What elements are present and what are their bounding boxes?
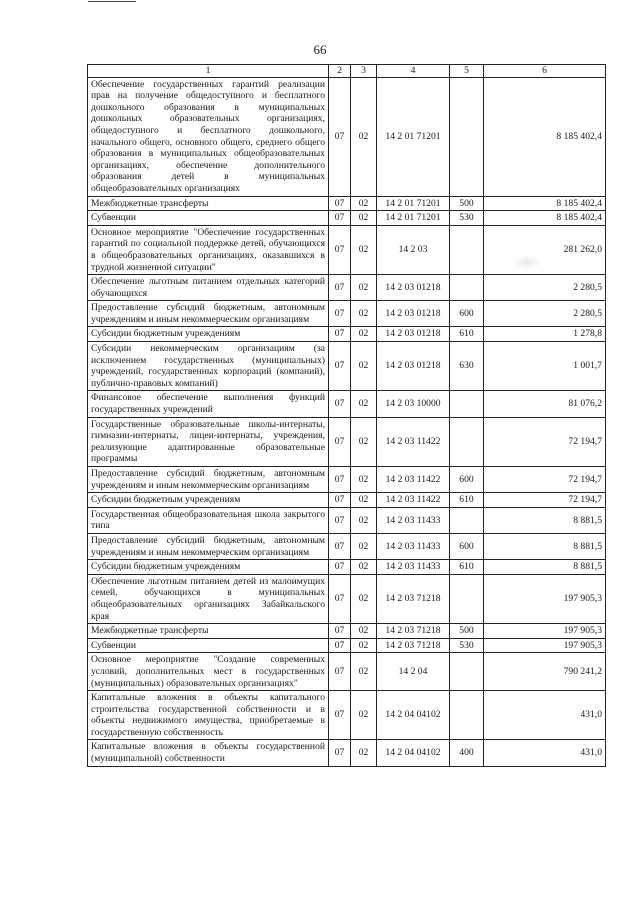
row-subsection-cell: 02: [351, 211, 377, 226]
row-target-article-cell: 14 2 03 71218: [377, 574, 450, 623]
row-name-cell: Субвенции: [88, 638, 329, 653]
table-row: [88, 77, 606, 196]
row-subsection-cell: 02: [351, 391, 377, 417]
row-amount-cell: 81 076,2: [484, 391, 606, 417]
row-expense-type-cell: [450, 275, 484, 301]
row-amount-cell: 1 278,8: [484, 327, 606, 342]
row-target-article-cell: 14 2 04: [377, 653, 450, 691]
row-expense-type-cell: [450, 225, 484, 274]
table-row: [88, 211, 606, 226]
row-target-article-cell: 14 2 01 71201: [377, 77, 450, 196]
header-cell-6: 6: [484, 65, 606, 78]
row-target-article-cell: 14 2 03 11433: [377, 533, 450, 559]
row-amount-cell: 1 001,7: [484, 342, 606, 391]
row-subsection-cell: 02: [351, 327, 377, 342]
row-target-article-cell: 14 2 01 71201: [377, 196, 450, 211]
row-amount-cell: 8 185 402,4: [484, 196, 606, 211]
page-number: 66: [313, 42, 327, 57]
row-subsection-cell: 02: [351, 691, 377, 740]
row-target-article-cell: 14 2 03 11433: [377, 507, 450, 533]
row-section-cell: 07: [329, 574, 351, 623]
row-section-cell: 07: [329, 691, 351, 740]
row-subsection-cell: 02: [351, 653, 377, 691]
table-row: [88, 533, 606, 559]
row-name-cell: Финансовое обеспечение выполнения функций государственных учреждений: [88, 391, 329, 417]
header-cell-3: 3: [351, 65, 377, 78]
table-row: [88, 417, 606, 466]
header-cell-5: 5: [450, 65, 484, 78]
row-subsection-cell: 02: [351, 196, 377, 211]
row-subsection-cell: 02: [351, 740, 377, 766]
row-subsection-cell: 02: [351, 533, 377, 559]
row-target-article-cell: 14 2 03 10000: [377, 391, 450, 417]
row-name-cell: Обеспечение льготным питанием детей из малоимущих семей, обучающихся в муниципальных общеобразовательных организациях Забайкальского края: [88, 574, 329, 623]
row-section-cell: 07: [329, 301, 351, 327]
row-amount-cell: 8 881,5: [484, 533, 606, 559]
table-row: [88, 507, 606, 533]
row-name-cell: Основное мероприятие "Создание современных условий, дополнительных мест в государственных (муниципальных) образовательных организациях": [88, 653, 329, 691]
row-target-article-cell: 14 2 03 11422: [377, 467, 450, 493]
table-row: [88, 653, 606, 691]
row-amount-cell: 2 280,5: [484, 275, 606, 301]
row-name-cell: Субвенции: [88, 211, 329, 226]
row-expense-type-cell: 530: [450, 211, 484, 226]
row-section-cell: 07: [329, 275, 351, 301]
row-name-cell: Межбюджетные трансферты: [88, 196, 329, 211]
row-amount-cell: 281 262,0: [484, 225, 606, 274]
row-expense-type-cell: 610: [450, 560, 484, 575]
header-cell-1: 1: [88, 65, 329, 78]
row-expense-type-cell: [450, 77, 484, 196]
row-section-cell: 07: [329, 342, 351, 391]
row-section-cell: 07: [329, 77, 351, 196]
header-cell-2: 2: [329, 65, 351, 78]
row-section-cell: 07: [329, 225, 351, 274]
table-row: [88, 275, 606, 301]
row-name-cell: Капитальные вложения в объекты капитального строительства государственной собственности и в объекты недвижимого имущества, приобретаемые в государственную собственность: [88, 691, 329, 740]
row-subsection-cell: 02: [351, 624, 377, 639]
row-subsection-cell: 02: [351, 225, 377, 274]
row-expense-type-cell: 630: [450, 342, 484, 391]
row-amount-cell: 197 905,3: [484, 574, 606, 623]
row-section-cell: 07: [329, 327, 351, 342]
row-expense-type-cell: 600: [450, 467, 484, 493]
row-expense-type-cell: [450, 507, 484, 533]
row-name-cell: Государственная общеобразовательная школа закрытого типа: [88, 507, 329, 533]
row-subsection-cell: 02: [351, 507, 377, 533]
row-amount-cell: 197 905,3: [484, 624, 606, 639]
row-target-article-cell: 14 2 03 71218: [377, 624, 450, 639]
row-name-cell: Субсидии некоммерческим организациям (за исключением государственных (муниципальных) учреждений, государственных корпораций (компаний), публично-правовых компаний): [88, 342, 329, 391]
row-amount-cell: 8 185 402,4: [484, 211, 606, 226]
row-name-cell: Предоставление субсидий бюджетным, автономным учреждениям и иным некоммерческим организациям: [88, 301, 329, 327]
row-expense-type-cell: [450, 417, 484, 466]
table-row: [88, 301, 606, 327]
row-amount-cell: 72 194,7: [484, 417, 606, 466]
row-expense-type-cell: 500: [450, 196, 484, 211]
row-section-cell: 07: [329, 533, 351, 559]
row-expense-type-cell: [450, 574, 484, 623]
row-target-article-cell: 14 2 03 11422: [377, 417, 450, 466]
row-section-cell: 07: [329, 507, 351, 533]
row-name-cell: Предоставление субсидий бюджетным, автономным учреждениям и иным некоммерческим организациям: [88, 467, 329, 493]
row-expense-type-cell: 610: [450, 327, 484, 342]
row-target-article-cell: 14 2 03 11433: [377, 560, 450, 575]
row-section-cell: 07: [329, 653, 351, 691]
row-expense-type-cell: 500: [450, 624, 484, 639]
table-row: [88, 638, 606, 653]
table-row: [88, 342, 606, 391]
row-name-cell: Предоставление субсидий бюджетным, автономным учреждениям и иным некоммерческим организациям: [88, 533, 329, 559]
row-section-cell: 07: [329, 740, 351, 766]
row-target-article-cell: 14 2 03 71218: [377, 638, 450, 653]
table-row: [88, 560, 606, 575]
row-subsection-cell: 02: [351, 638, 377, 653]
row-name-cell: Основное мероприятие "Обеспечение государственных гарантий по социальной поддержке детей, обучающихся в общеобразовательных организациях, оказавшихся в трудной жизненной ситуации": [88, 225, 329, 274]
row-expense-type-cell: 600: [450, 533, 484, 559]
header-row: [88, 65, 606, 78]
row-expense-type-cell: [450, 653, 484, 691]
table-row: [88, 467, 606, 493]
top-rule: [88, 1, 136, 2]
table-row: [88, 391, 606, 417]
row-target-article-cell: 14 2 03 01218: [377, 301, 450, 327]
row-expense-type-cell: 530: [450, 638, 484, 653]
row-subsection-cell: 02: [351, 275, 377, 301]
row-target-article-cell: 14 2 01 71201: [377, 211, 450, 226]
row-subsection-cell: 02: [351, 574, 377, 623]
header-cell-4: 4: [377, 65, 450, 78]
row-amount-cell: 72 194,7: [484, 493, 606, 508]
row-subsection-cell: 02: [351, 493, 377, 508]
row-subsection-cell: 02: [351, 467, 377, 493]
row-amount-cell: 8 881,5: [484, 560, 606, 575]
row-amount-cell: 72 194,7: [484, 467, 606, 493]
row-target-article-cell: 14 2 03 11422: [377, 493, 450, 508]
table-row: [88, 624, 606, 639]
row-target-article-cell: 14 2 03: [377, 225, 450, 274]
row-expense-type-cell: 610: [450, 493, 484, 508]
row-expense-type-cell: 400: [450, 740, 484, 766]
row-name-cell: Обеспечение государственных гарантий реализации прав на получение общедоступного и бесплатного дошкольного образования в муниципальных дошкольных образовательных организациях, общедоступного и бесплатного дошкольного, начального общего, основного общего, среднего общего образования в муниципальных общеобразовательных организациях, обеспечение дополнительного образования детей в муниципальных общеобразовательных организациях: [88, 77, 329, 196]
row-name-cell: Субсидии бюджетным учреждениям: [88, 493, 329, 508]
row-expense-type-cell: [450, 691, 484, 740]
row-target-article-cell: 14 2 04 04102: [377, 691, 450, 740]
row-name-cell: Капитальные вложения в объекты государственной (муниципальной) собственности: [88, 740, 329, 766]
row-section-cell: 07: [329, 391, 351, 417]
row-section-cell: 07: [329, 211, 351, 226]
row-amount-cell: 2 280,5: [484, 301, 606, 327]
row-amount-cell: 790 241,2: [484, 653, 606, 691]
budget-table: [87, 64, 606, 767]
table-row: [88, 691, 606, 740]
row-target-article-cell: 14 2 03 01218: [377, 275, 450, 301]
row-section-cell: 07: [329, 493, 351, 508]
row-section-cell: 07: [329, 638, 351, 653]
row-amount-cell: 431,0: [484, 691, 606, 740]
row-section-cell: 07: [329, 467, 351, 493]
row-subsection-cell: 02: [351, 560, 377, 575]
row-target-article-cell: 14 2 04 04102: [377, 740, 450, 766]
row-section-cell: 07: [329, 417, 351, 466]
row-subsection-cell: 02: [351, 77, 377, 196]
row-subsection-cell: 02: [351, 417, 377, 466]
row-subsection-cell: 02: [351, 301, 377, 327]
row-target-article-cell: 14 2 03 01218: [377, 342, 450, 391]
row-section-cell: 07: [329, 624, 351, 639]
row-amount-cell: 431,0: [484, 740, 606, 766]
table-row: [88, 327, 606, 342]
table-row: [88, 196, 606, 211]
row-subsection-cell: 02: [351, 342, 377, 391]
row-section-cell: 07: [329, 196, 351, 211]
table-row: [88, 740, 606, 766]
row-name-cell: Субсидии бюджетным учреждениям: [88, 327, 329, 342]
table-row: [88, 574, 606, 623]
row-name-cell: Обеспечение льготным питанием отдельных категорий обучающихся: [88, 275, 329, 301]
row-amount-cell: 8 185 402,4: [484, 77, 606, 196]
scan-smudge: [512, 255, 542, 269]
row-amount-cell: 8 881,5: [484, 507, 606, 533]
row-name-cell: Государственные образовательные школы-интернаты, гимназии-интернаты, лицеи-интернаты, учреждения, реализующие адаптированные образовательные программы: [88, 417, 329, 466]
row-expense-type-cell: 600: [450, 301, 484, 327]
row-name-cell: Субсидии бюджетным учреждениям: [88, 560, 329, 575]
row-section-cell: 07: [329, 560, 351, 575]
row-expense-type-cell: [450, 391, 484, 417]
table-row: [88, 493, 606, 508]
row-amount-cell: 197 905,3: [484, 638, 606, 653]
row-name-cell: Межбюджетные трансферты: [88, 624, 329, 639]
row-target-article-cell: 14 2 03 01218: [377, 327, 450, 342]
